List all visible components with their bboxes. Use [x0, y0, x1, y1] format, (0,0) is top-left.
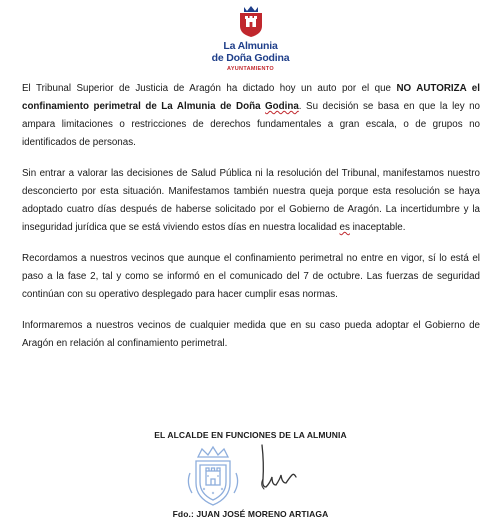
p1-emphasis-text: NO AUTORIZA el confinamiento perimetral de La Almunia de Doña — [22, 83, 480, 112]
p2-text-a: Sin entrar a valorar las decisiones de Salud Pública ni la resolución del Tribunal, manifestamos nuestro desconcierto por esta situación. Manifestamos también nuestra queja porque esta resolución se haya adoptado cuatro días después de haberse solicitado por el Gobierno de Aragón. La incertidumbre y la inseguridad jurídica que se está viviendo estos días en nuestra localidad — [22, 168, 480, 233]
official-seal-stamp — [182, 443, 244, 509]
municipal-logo — [0, 0, 501, 78]
statement-body — [22, 80, 480, 366]
signer-name: Fdo.: JUAN JOSÉ MORENO ARTIAGA — [172, 509, 329, 519]
logo-town-name: La Almunia — [223, 40, 278, 52]
paragraph-1 — [22, 80, 480, 152]
p2-spellcheck-word: es — [339, 222, 350, 233]
logo-town-name-2: de Doña Godina — [211, 52, 290, 64]
p2-text-b: inaceptable. — [349, 222, 406, 233]
paragraph-2 — [22, 165, 480, 237]
p1-spellcheck-word: Godina — [265, 101, 299, 112]
handwritten-signature — [250, 443, 320, 503]
p1-text-a: El Tribunal Superior de Justicia de Aragón ha dictado hoy un auto por el que — [22, 83, 397, 94]
coat-of-arms-icon — [237, 5, 265, 38]
logo-subtitle: AYUNTAMIENTO — [227, 66, 274, 72]
paragraph-3: Recordamos a nuestros vecinos que aunque el confinamiento perimetral no entre en vigor, sí lo está el paso a la fase 2, tal y como se informó en el comunicado del 7 de octubre. Las fuerzas de seguridad continúan con su operativo desplegado para hacer cumplir esas normas. — [22, 253, 480, 300]
paragraph-4: Informaremos a nuestros vecinos de cualquier medida que en su caso pueda adoptar el Gobierno de Aragón en relación al confinamiento perimetral. — [22, 320, 480, 349]
signer-title: EL ALCALDE EN FUNCIONES DE LA ALMUNIA — [154, 430, 347, 440]
p1-text-c: . Su decisión se basa en que la ley no ampara limitaciones o restricciones de derechos fundamentales a gran escala, o de grupos no identificados de personas. — [22, 101, 481, 148]
